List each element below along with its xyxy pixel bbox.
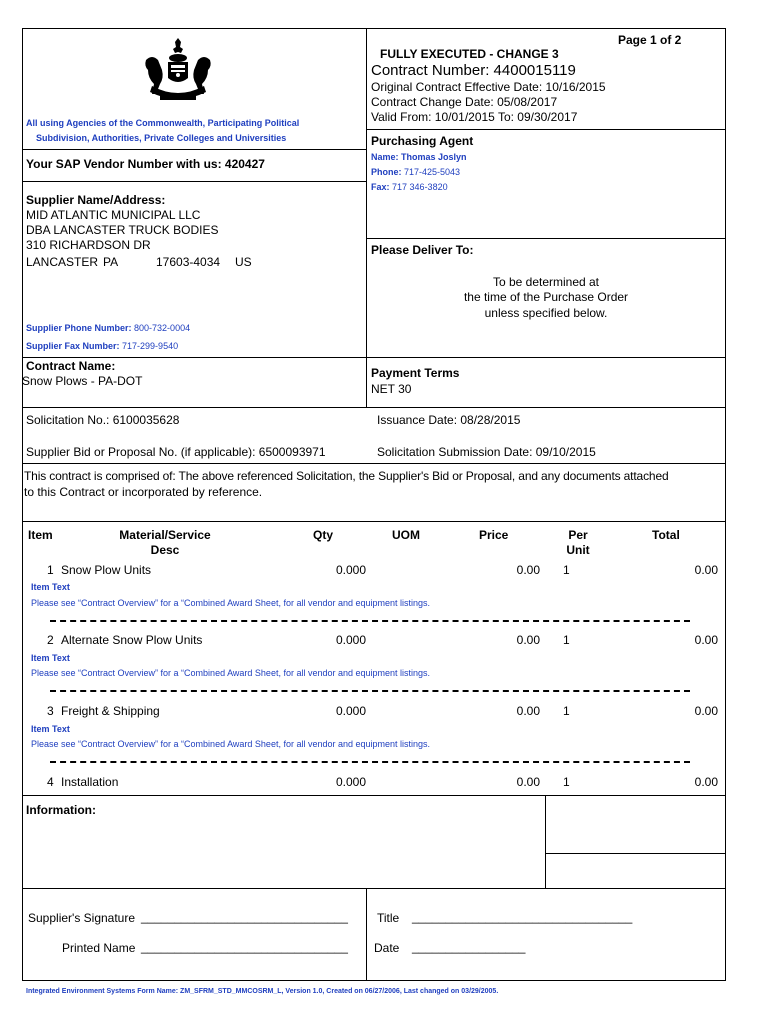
date-label: Date — [374, 941, 400, 955]
supplier-city: LANCASTER — [26, 255, 99, 269]
item-text-2: Please see “Contract Overview” for a “Combined Award Sheet, for all vendor and equipment listings. — [31, 668, 431, 678]
item-text-label-2: Item Text — [31, 653, 70, 663]
row-qty: 0.000 — [336, 563, 367, 577]
original-effective-date: Original Contract Effective Date: 10/16/2015 — [371, 80, 606, 94]
col-header-qty: Qty — [313, 528, 334, 542]
row-separator-3 — [50, 761, 690, 763]
col-header-uom: UOM — [392, 528, 420, 542]
commonwealth-seal-icon — [138, 36, 218, 104]
supplier-line-3: 310 RICHARDSON DR — [26, 238, 151, 252]
supplier-bid-number: Supplier Bid or Proposal No. (if applicable): 6500093971 — [26, 445, 326, 459]
information-label: Information: — [26, 803, 96, 817]
supplier-phone: Supplier Phone Number: 800-732-0004 — [26, 323, 191, 333]
deliver-title: Please Deliver To: — [371, 243, 474, 257]
row-price: 0.00 — [516, 775, 540, 789]
title-line[interactable]: _________________________________ — [412, 910, 633, 924]
row-separator-2 — [50, 690, 690, 692]
row-per: 1 — [563, 775, 570, 789]
divider-signature — [366, 888, 367, 981]
item-text-3: Please see “Contract Overview” for a “Combined Award Sheet, for all vendor and equipment listings. — [31, 739, 431, 749]
purchasing-agent-title: Purchasing Agent — [371, 134, 474, 148]
col-header-total: Total — [652, 528, 680, 542]
deliver-line-3: unless specified below. — [484, 306, 608, 320]
line-info-right-mid — [545, 853, 726, 854]
agent-name: Name: Thomas Joslyn — [371, 152, 467, 162]
row-desc: Freight & Shipping — [61, 704, 160, 718]
supplier-fax: Supplier Fax Number: 717-299-9540 — [26, 341, 179, 351]
divider-mid-upper — [366, 28, 367, 407]
row-per: 1 — [563, 704, 570, 718]
row-price: 0.00 — [516, 563, 540, 577]
row-desc: Snow Plow Units — [61, 563, 152, 577]
deliver-line-1: To be determined at — [492, 275, 600, 289]
deliver-line-2: the time of the Purchase Order — [463, 290, 629, 304]
supplier-line-1: MID ATLANTIC MUNICIPAL LLC — [26, 208, 201, 222]
divider-info — [545, 795, 546, 889]
col-header-item: Item — [28, 528, 53, 542]
agent-fax: Fax: 717 346-3820 — [371, 182, 448, 192]
row-num: 2 — [47, 633, 54, 647]
line-left-sap-top — [22, 149, 367, 150]
supplier-zip: 17603-4034 — [156, 255, 221, 269]
row-total: 0.00 — [694, 704, 718, 718]
line-full-table-top — [22, 521, 726, 522]
row-desc: Installation — [61, 775, 119, 789]
contract-name: Snow Plows - PA-DOT — [22, 374, 143, 388]
line-right-deliver-top — [366, 238, 726, 239]
row-num: 4 — [47, 775, 54, 789]
row-total: 0.00 — [694, 563, 718, 577]
footer-form-info: Integrated Environment Systems Form Name: ZM_SFRM_STD_MMCOSRM_L, Version 1.0, Created on 06/27/2006, Last changed on 03/29/2005. — [26, 988, 499, 995]
line-full-solicitation-top — [22, 407, 726, 408]
supplier-state: PA — [103, 255, 119, 269]
title-label: Title — [377, 911, 400, 925]
frame-bottom — [22, 980, 726, 981]
line-full-contract-top — [22, 357, 726, 358]
row-desc: Alternate Snow Plow Units — [61, 633, 203, 647]
col-header-desc: Material/Service Desc — [119, 528, 211, 557]
item-text-1: Please see “Contract Overview” for a “Combined Award Sheet, for all vendor and equipment listings. — [31, 598, 431, 608]
solicitation-number: Solicitation No.: 6100035628 — [26, 413, 180, 427]
contract-comprised-line-1: This contract is comprised of: The above referenced Solicitation, the Supplier's Bid or Proposal, and any documents attached — [24, 469, 669, 483]
contract-comprised-line-2: to this Contract or incorporated by reference. — [24, 485, 263, 499]
agencies-line-1: All using Agencies of the Commonwealth, Participating Political — [26, 118, 300, 128]
frame-left — [22, 28, 23, 981]
row-qty: 0.000 — [336, 704, 367, 718]
col-header-price: Price — [479, 528, 509, 542]
valid-dates: Valid From: 10/01/2015 To: 09/30/2017 — [371, 110, 578, 124]
col-header-per-unit: Per Unit — [566, 528, 590, 557]
line-full-comprised-top — [22, 463, 726, 464]
agencies-line-2: Subdivision, Authorities, Private Colleges and Universities — [36, 133, 287, 143]
contract-number: Contract Number: 4400015119 — [371, 62, 576, 79]
frame-top — [22, 28, 726, 29]
supplier-country: US — [235, 255, 252, 269]
row-price: 0.00 — [516, 704, 540, 718]
row-num: 3 — [47, 704, 54, 718]
printed-name-label: Printed Name — [62, 941, 136, 955]
row-qty: 0.000 — [336, 775, 367, 789]
row-per: 1 — [563, 633, 570, 647]
supplier-signature-line[interactable]: _______________________________ — [141, 910, 348, 924]
line-full-info-top — [22, 795, 726, 796]
sap-vendor-number: Your SAP Vendor Number with us: 420427 — [26, 157, 265, 171]
row-total: 0.00 — [694, 775, 718, 789]
line-full-signature-top — [22, 888, 726, 889]
contract-status: FULLY EXECUTED - CHANGE 3 — [380, 47, 559, 61]
line-left-sap-bottom — [22, 181, 367, 182]
row-total: 0.00 — [694, 633, 718, 647]
supplier-signature-label: Supplier's Signature — [28, 911, 136, 925]
supplier-line-2: DBA LANCASTER TRUCK BODIES — [26, 223, 219, 237]
row-separator-1 — [50, 620, 690, 622]
row-price: 0.00 — [516, 633, 540, 647]
row-per: 1 — [563, 563, 570, 577]
page-number: Page 1 of 2 — [618, 33, 682, 47]
item-text-label-1: Item Text — [31, 582, 70, 592]
issuance-date: Issuance Date: 08/28/2015 — [377, 413, 521, 427]
date-line[interactable]: _________________ — [412, 940, 526, 954]
agent-phone: Phone: 717-425-5043 — [371, 167, 461, 177]
row-num: 1 — [47, 563, 54, 577]
contract-change-date: Contract Change Date: 05/08/2017 — [371, 95, 558, 109]
payment-terms: NET 30 — [371, 382, 412, 396]
supplier-title: Supplier Name/Address: — [26, 193, 166, 207]
line-right-agent-top — [366, 129, 726, 130]
item-text-label-3: Item Text — [31, 724, 70, 734]
row-qty: 0.000 — [336, 633, 367, 647]
payment-terms-label: Payment Terms — [371, 366, 460, 380]
printed-name-line[interactable]: _______________________________ — [141, 940, 348, 954]
contract-name-label: Contract Name: — [26, 359, 116, 373]
submission-date: Solicitation Submission Date: 09/10/2015 — [377, 445, 596, 459]
frame-right — [725, 28, 726, 981]
